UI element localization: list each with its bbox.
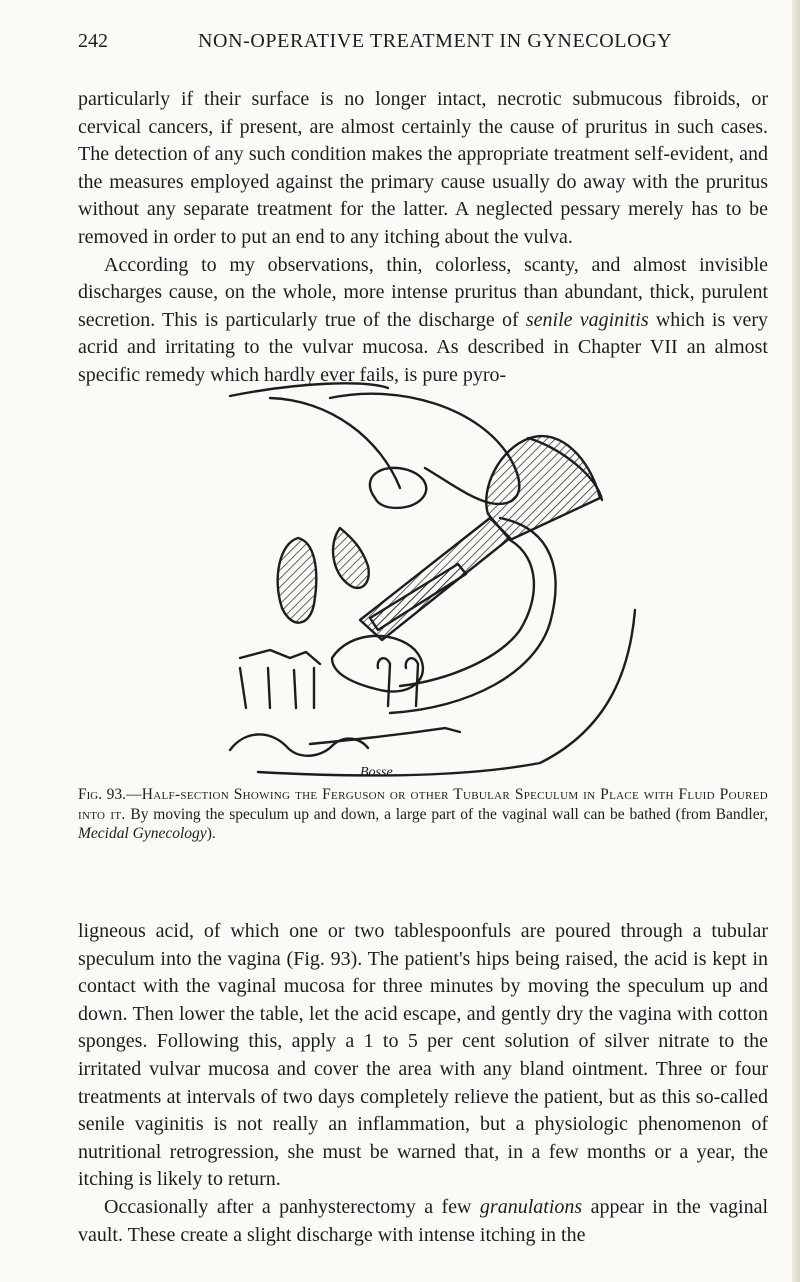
figure-93-illustration: [210, 368, 640, 780]
page-edge-shadow: [792, 0, 800, 1282]
paragraph-4: [78, 1194, 768, 1249]
page-number: 242: [78, 30, 108, 52]
caption-label: Fig. 93.: [78, 786, 126, 803]
labia-lower: [240, 668, 314, 708]
running-head: NON-OPERATIVE TREATMENT IN GYNECOLOGY: [198, 30, 673, 52]
paragraph-2-text-b: which is very acrid and irritating to the vulvar mucosa. As described in Chapter VII an almost specific remedy which hardly ever fails, is pure pyro-: [78, 308, 768, 386]
caption-source-italic: Mecidal Gynecology: [78, 825, 207, 842]
paragraph-1: particularly if their surface is no longer intact, necrotic submucous fibroids, or cervical cancers, if present, are almost certainly the cause of pruritus in such cases. The detection of any such condition makes the appropriate treatment self-evident, and the measures employed against the primary cause usually do away with the pruritus without any separate treatment for the latter. A neglected pessary merely has to be removed in order to put an end to any itching about the vulva.: [78, 88, 768, 248]
body-text-top: [78, 86, 768, 390]
small-loop-2: [406, 658, 418, 706]
bladder: [370, 468, 426, 508]
pubic-bone: [278, 538, 317, 623]
cervix: [333, 528, 369, 588]
page-header: [78, 30, 768, 64]
caption-title: —Half-section Showing the Ferguson or other Tubular Speculum in Place with Fluid Poured into it.: [78, 786, 768, 823]
paragraph-4-text-a: Occasionally after a panhysterectomy a few: [104, 1195, 480, 1218]
caption-body-b: ).: [206, 825, 216, 842]
anus-line: [310, 728, 460, 744]
speculum-funnel: [486, 436, 600, 540]
paragraph-4-italic: granulations: [479, 1195, 583, 1218]
anatomical-drawing: [210, 368, 640, 780]
labia-upper: [240, 650, 320, 664]
paragraph-3: ligneous acid, of which one or two tablespoonfuls are poured through a tubular speculum into the vagina (Fig. 93). The patient's hips being raised, the acid is kept in contact with the vaginal mucosa for three minutes by moving the speculum up and down. Then lower the table, let the acid escape, and gently dry the vagina with cotton sponges. Following this, apply a 1 to 5 per cent solution of silver nitrate to the irritated vulvar mucosa and cover the area with any bland ointment. Three or four treatments at intervals of two days completely relieve the patient, but as this so-called senile vaginitis is not really an inflammation, but a physiologic phenomenon of nutritional retrogression, she must be warned that, in a few months or a year, the itching is likely to return.: [78, 920, 768, 1191]
small-loop-1: [378, 658, 390, 706]
body-text-bottom: [78, 918, 768, 1249]
figure-caption: [78, 785, 768, 844]
peritoneal-line: [270, 398, 400, 488]
paragraph-2-text-a: According to my observations, thin, colorless, scanty, and almost invisible discharges cause, on the whole, more intense pruritus than abundant, thick, purulent secretion. This is particularly true of the discharge of: [78, 253, 768, 331]
caption-body-a: By moving the speculum up and down, a large part of the vaginal wall can be bathed (from Bandler,: [125, 805, 769, 823]
artist-signature: Bosse: [360, 765, 393, 780]
paragraph-2-italic: senile vaginitis: [525, 308, 649, 331]
paragraph-4-text-b: appear in the vaginal vault. These create a slight discharge with intense itching in the: [78, 1195, 769, 1246]
introitus: [230, 734, 368, 755]
